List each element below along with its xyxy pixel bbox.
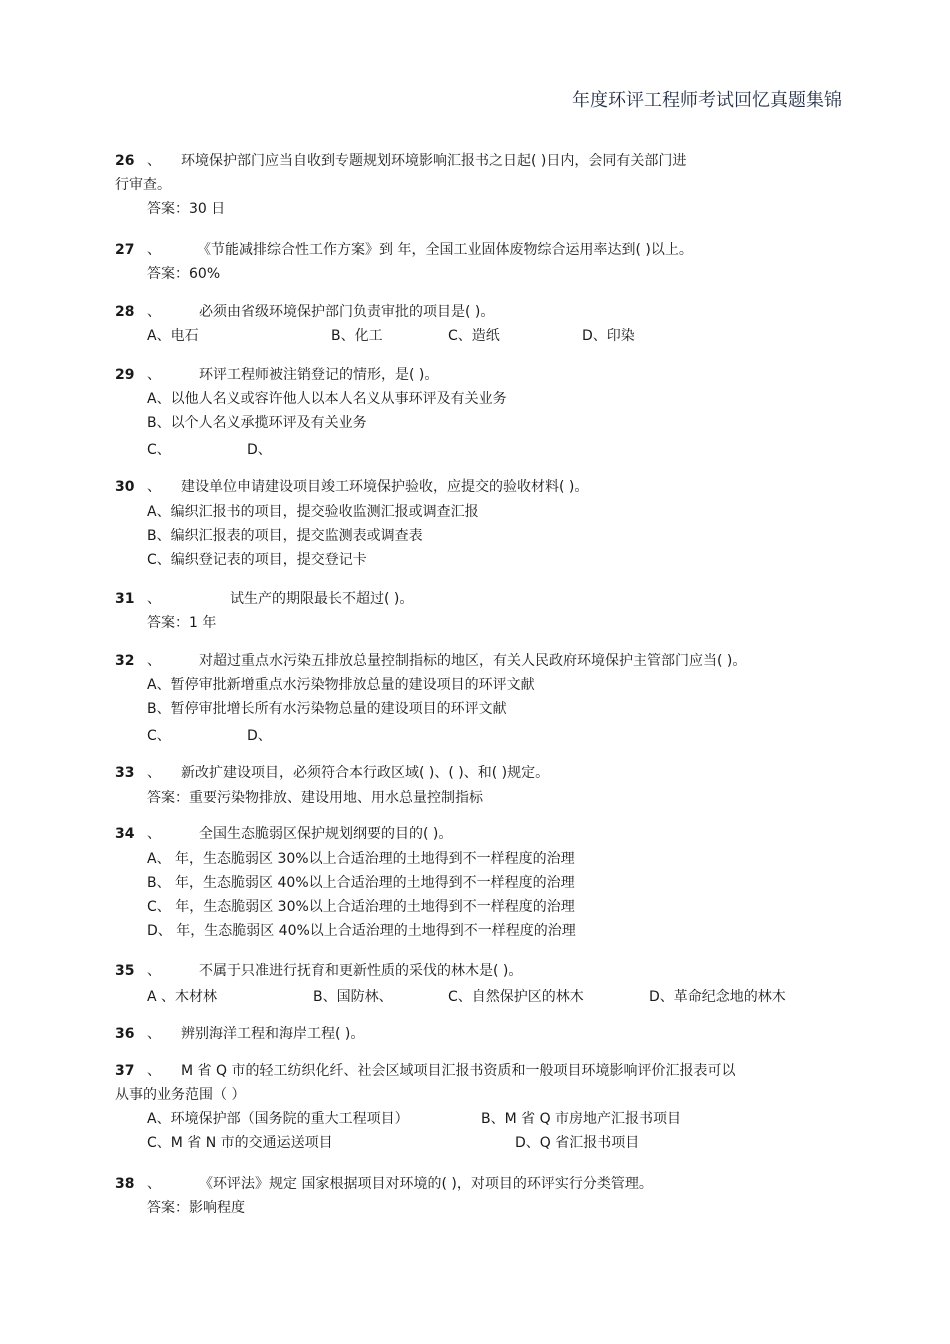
question-number: 26 [115,153,135,169]
option-a: A、环境保护部（国务院的重大工程项目） [147,1111,409,1127]
option-b: B、以个人名义承揽环评及有关业务 [147,415,367,431]
option-d: D、革命纪念地的林木 [649,989,786,1005]
option-c: C、 [147,442,171,458]
question-number: 29 [115,367,135,383]
option-d: D、 [247,728,272,744]
question-34: 34 、 全国生态脆弱区保护规划纲要的目的( )。 A、 年，生态脆弱区 30%以上合适治理的土地得到不一样程度的治理 B、 年，生态脆弱区 40%以上合适治理的土地得到不一样程度的治理 C、 年，生态脆弱区 30%以上合适治理的土地得到不一样程度的治理 D、 年，生态脆弱区 40%以上合适治理的土地得到不一样程度的治理 [115,822,845,943]
question-30: 30 、 建设单位申请建设项目竣工环境保护验收，应提交的验收材料( )。 A、编织汇报书的项目，提交验收监测汇报或调查汇报 B、编织汇报表的项目，提交监测表或调查表 C、编织登记表的项目，提交登记卡 [115,475,845,572]
question-32: 32 、 对超过重点水污染五排放总量控制指标的地区，有关人民政府环境保护主管部门应当( )。 A、暂停审批新增重点水污染物排放总量的建设项目的环评文献 B、暂停审批增长所有水污染物总量的建设项目的环评文献 C、 D、 [115,649,845,748]
question-36: 36 、 辨别海洋工程和海岸工程( )。 [115,1022,845,1046]
options-row [115,985,845,1009]
option-a: A 、木材林 [147,989,218,1005]
question-stem: 不属于只准进行抚育和更新性质的采伐的林木是( )。 [199,963,523,979]
option-a: A、电石 [147,328,199,344]
question-stem: 试生产的期限最长不超过( )。 [230,591,414,607]
question-number: 30 [115,479,135,495]
question-number: 32 [115,653,135,669]
options-row [115,438,845,462]
answer: 答案：30 日 [147,201,226,217]
answer: 答案：1 年 [147,615,217,631]
option-d: D、印染 [582,328,635,344]
question-stem: 全国生态脆弱区保护规划纲要的目的( )。 [199,826,453,842]
options-row [115,724,845,748]
question-27: 27 、 《节能减排综合性工作方案》到 年，全国工业固体废物综合运用率达到( )以上。 答案：60% [115,238,845,286]
option-b: B、M 省 Q 市房地产汇报书项目 [481,1111,682,1127]
option-b: B、暂停审批增长所有水污染物总量的建设项目的环评文献 [147,701,507,717]
option-d: D、 [247,442,272,458]
option-c: C、 [147,728,171,744]
option-a: A、暂停审批新增重点水污染物排放总量的建设项目的环评文献 [147,677,535,693]
option-d: D、Q 省汇报书项目 [515,1135,640,1151]
question-stem-continued: 从事的业务范围（ ） [115,1087,246,1103]
option-c: C、造纸 [448,328,500,344]
question-stem: 新改扩建设项目，必须符合本行政区域( )、( )、和( )规定。 [181,765,550,781]
question-number: 37 [115,1063,135,1079]
option-b: B、 年，生态脆弱区 40%以上合适治理的土地得到不一样程度的治理 [147,875,575,891]
option-a: A、编织汇报书的项目，提交验收监测汇报或调查汇报 [147,504,479,520]
question-number: 35 [115,963,135,979]
option-b: B、化工 [331,328,383,344]
question-stem: 《节能减排综合性工作方案》到 年，全国工业固体废物综合运用率达到( )以上。 [197,242,693,258]
question-number: 27 [115,242,135,258]
options-row [115,1107,845,1131]
options-row-2 [115,1131,845,1155]
option-c: C、 年，生态脆弱区 30%以上合适治理的土地得到不一样程度的治理 [147,899,575,915]
option-d: D、 年，生态脆弱区 40%以上合适治理的土地得到不一样程度的治理 [147,923,576,939]
question-stem: 环评工程师被注销登记的情形，是( )。 [199,367,439,383]
question-number: 34 [115,826,135,842]
question-33: 33 、 新改扩建设项目，必须符合本行政区域( )、( )、和( )规定。 答案：重要污染物排放、建设用地、用水总量控制指标 [115,761,845,810]
option-b: B、国防林、 [313,989,393,1005]
question-number: 33 [115,765,135,781]
question-stem: 对超过重点水污染五排放总量控制指标的地区，有关人民政府环境保护主管部门应当( )。 [199,653,747,669]
option-c: C、编织登记表的项目，提交登记卡 [147,552,367,568]
question-stem: 环境保护部门应当自收到专题规划环境影响汇报书之日起( )日内，会同有关部门进 [181,153,687,169]
question-stem: 《环评法》规定 国家根据项目对环境的( )，对项目的环评实行分类管理。 [199,1176,653,1192]
question-stem: 辨别海洋工程和海岸工程( )。 [181,1026,365,1042]
question-35: 35 、 不属于只准进行抚育和更新性质的采伐的林木是( )。 A 、木材林 B、国防林、 C、自然保护区的林木 D、革命纪念地的林木 [115,959,845,1009]
question-number: 36 [115,1026,135,1042]
question-28: 28 、 必须由省级环境保护部门负责审批的项目是( )。 A、电石 B、化工 C、造纸 D、印染 [115,300,845,348]
question-29: 29 、 环评工程师被注销登记的情形，是( )。 A、以他人名义或容许他人以本人名义从事环评及有关业务 B、以个人名义承揽环评及有关业务 C、 D、 [115,363,845,462]
question-31: 31 、 试生产的期限最长不超过( )。 答案：1 年 [115,587,845,635]
answer: 答案：影响程度 [147,1200,245,1216]
question-38: 38 、 《环评法》规定 国家根据项目对环境的( )，对项目的环评实行分类管理。 答案：影响程度 [115,1172,845,1220]
question-37: 37 、 M 省 Q 市的轻工纺织化纤、社会区域项目汇报书资质和一般项目环境影响评价汇报表可以 从事的业务范围（ ） A、环境保护部（国务院的重大工程项目） B、M 省 Q 市房地产汇报书项目 C、M 省 N 市的交通运送项目 D、Q 省汇报书项目 [115,1059,845,1155]
page-header: 年度环评工程师考试回忆真题集锦 [572,90,842,111]
question-stem: 必须由省级环境保护部门负责审批的项目是( )。 [199,304,495,320]
option-c: C、M 省 N 市的交通运送项目 [147,1135,333,1151]
option-a: A、 年，生态脆弱区 30%以上合适治理的土地得到不一样程度的治理 [147,851,575,867]
question-number: 28 [115,304,135,320]
option-a: A、以他人名义或容许他人以本人名义从事环评及有关业务 [147,391,507,407]
question-stem-continued: 行审查。 [115,177,171,193]
options-row [115,324,845,348]
answer: 答案：重要污染物排放、建设用地、用水总量控制指标 [147,790,483,806]
option-b: B、编织汇报表的项目，提交监测表或调查表 [147,528,423,544]
question-number: 38 [115,1176,135,1192]
question-number: 31 [115,591,135,607]
option-c: C、自然保护区的林木 [448,989,584,1005]
question-26: 26 、 环境保护部门应当自收到专题规划环境影响汇报书之日起( )日内，会同有关部门进 行审查。 答案：30 日 [115,149,845,221]
answer: 答案：60% [147,266,221,282]
question-stem: 建设单位申请建设项目竣工环境保护验收，应提交的验收材料( )。 [181,479,589,495]
question-stem: M 省 Q 市的轻工纺织化纤、社会区域项目汇报书资质和一般项目环境影响评价汇报表可以 [181,1063,736,1079]
